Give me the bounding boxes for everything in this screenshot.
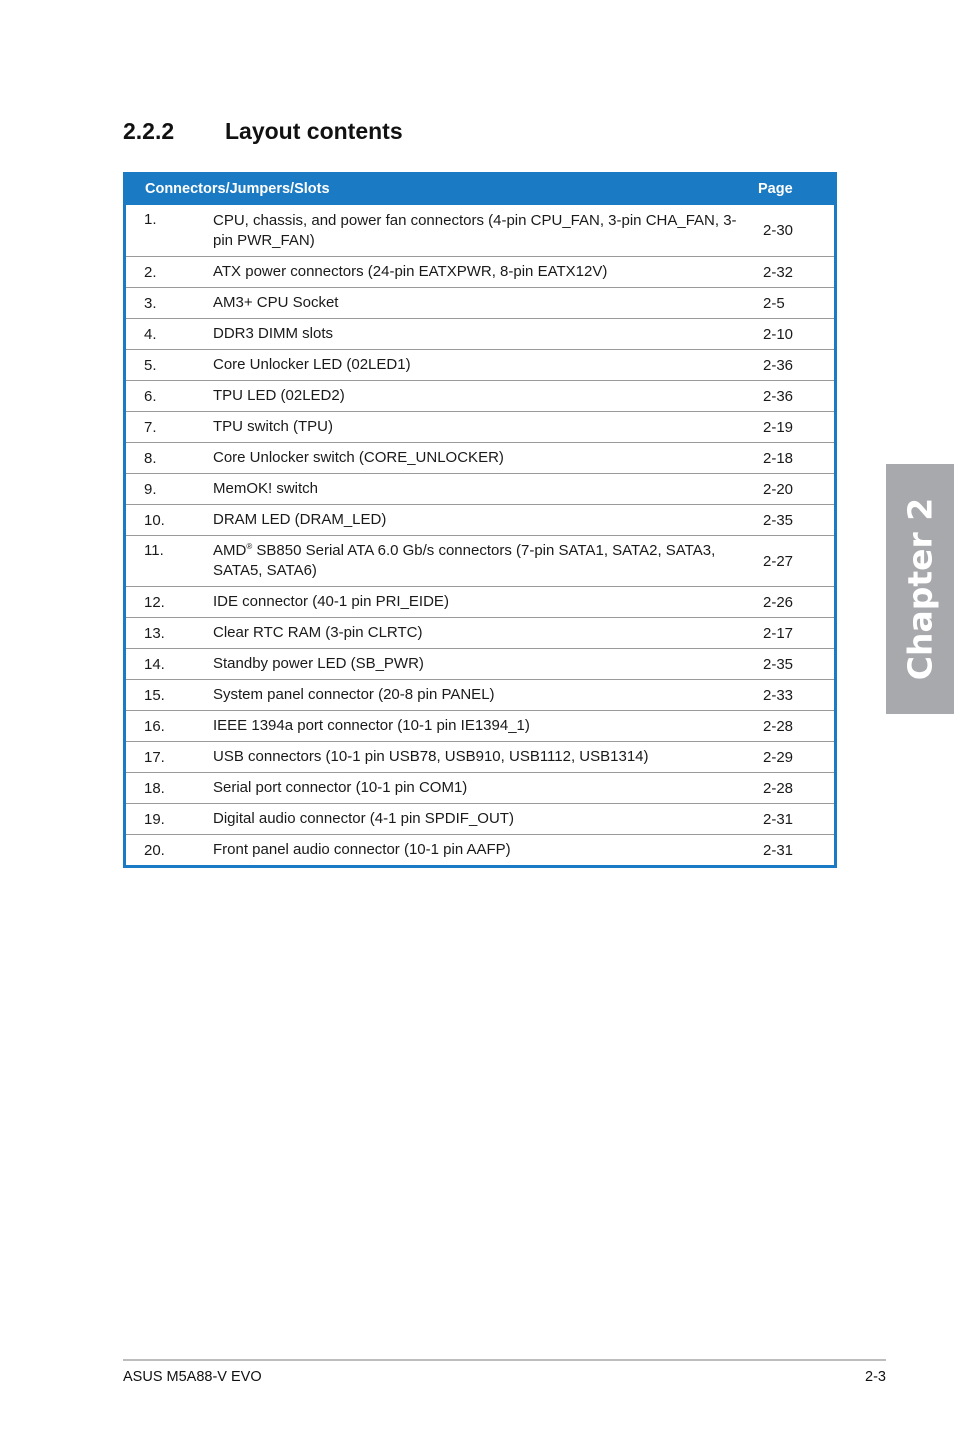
table-row [126, 679, 834, 710]
row-page: 2-27 [763, 552, 794, 570]
row-number: 4. [144, 325, 157, 343]
row-page: 2-28 [763, 717, 794, 735]
row-number: 3. [144, 294, 157, 312]
row-description: Front panel audio connector (10-1 pin AAFP) [213, 841, 511, 858]
row-page: 2-5 [763, 294, 785, 312]
table-row [126, 504, 834, 535]
row-number: 20. [144, 841, 165, 859]
row-description: DRAM LED (DRAM_LED) [213, 511, 387, 528]
row-description: Clear RTC RAM (3-pin CLRTC) [213, 624, 423, 641]
footer-page-number: 2-3 [865, 1369, 886, 1385]
row-page: 2-35 [763, 511, 794, 529]
row-page: 2-17 [763, 624, 794, 642]
row-description: Core Unlocker switch (CORE_UNLOCKER) [213, 449, 504, 466]
table-row [126, 380, 834, 411]
row-description: USB connectors (10-1 pin USB78, USB910, USB1112, USB1314) [213, 748, 649, 765]
row-description-prefix: AMD [213, 542, 247, 559]
table-row [126, 648, 834, 679]
table-header [126, 172, 834, 205]
row-description [213, 536, 741, 586]
table-row [126, 834, 834, 865]
row-description: AM3+ CPU Socket [213, 294, 339, 311]
row-page: 2-33 [763, 686, 794, 704]
header-connectors: Connectors/Jumpers/Slots [145, 180, 330, 197]
row-number: 16. [144, 717, 165, 735]
row-number: 6. [144, 387, 157, 405]
row-description: TPU LED (02LED2) [213, 387, 345, 404]
row-page: 2-10 [763, 325, 794, 343]
row-number: 14. [144, 655, 165, 673]
table-row [126, 442, 834, 473]
table-row [126, 586, 834, 617]
row-number: 18. [144, 779, 165, 797]
row-number: 2. [144, 263, 157, 281]
row-page: 2-36 [763, 387, 794, 405]
table-row [126, 772, 834, 803]
row-description: ATX power connectors (24-pin EATXPWR, 8-pin EATX12V) [213, 263, 608, 280]
row-description: Digital audio connector (4-1 pin SPDIF_OUT) [213, 810, 514, 827]
row-description: CPU, chassis, and power fan connectors (4-pin CPU_FAN, 3-pin CHA_FAN, 3-pin PWR_FAN) [213, 211, 737, 249]
footer-product: ASUS M5A88-V EVO [123, 1369, 262, 1385]
row-number: 12. [144, 593, 165, 611]
row-number: 17. [144, 748, 165, 766]
row-number: 11. [144, 542, 164, 559]
row-number: 10. [144, 511, 165, 529]
table-row [126, 803, 834, 834]
chapter-tab [886, 464, 954, 714]
table-row [126, 741, 834, 772]
row-number: 7. [144, 418, 157, 436]
table-body [126, 205, 834, 865]
row-page: 2-29 [763, 748, 794, 766]
row-description: DDR3 DIMM slots [213, 325, 334, 342]
row-number: 5. [144, 356, 157, 374]
section-title: Layout contents [225, 118, 403, 144]
layout-contents-table [123, 172, 837, 868]
row-page: 2-28 [763, 779, 794, 797]
table-row [126, 349, 834, 380]
row-description: IEEE 1394a port connector (10-1 pin IE1394_1) [213, 717, 530, 734]
row-page: 2-31 [763, 841, 794, 859]
row-description: Standby power LED (SB_PWR) [213, 655, 424, 672]
table-row [126, 617, 834, 648]
table-row [126, 710, 834, 741]
row-number: 19. [144, 810, 165, 828]
row-description-text: SB850 Serial ATA 6.0 Gb/s connectors (7-pin SATA1, SATA2, SATA3, SATA5, SATA6) [213, 542, 716, 579]
row-page: 2-35 [763, 655, 794, 673]
row-page: 2-26 [763, 593, 794, 611]
row-number: 13. [144, 624, 165, 642]
row-description: TPU switch (TPU) [213, 418, 333, 435]
section-heading [123, 118, 403, 145]
row-description: Serial port connector (10-1 pin COM1) [213, 779, 468, 796]
header-page: Page [758, 180, 793, 197]
row-number: 9. [144, 480, 157, 498]
footer-rule [123, 1359, 886, 1361]
registered-mark: ® [246, 542, 253, 551]
row-page: 2-20 [763, 480, 794, 498]
row-page: 2-18 [763, 449, 794, 467]
table-row [126, 473, 834, 504]
table-row [126, 411, 834, 442]
row-description: IDE connector (40-1 pin PRI_EIDE) [213, 593, 449, 610]
row-description: MemOK! switch [213, 480, 319, 497]
table-row [126, 287, 834, 318]
row-description: System panel connector (20-8 pin PANEL) [213, 686, 495, 703]
row-page: 2-19 [763, 418, 794, 436]
table-row [126, 205, 834, 256]
table-row [126, 318, 834, 349]
table-row [126, 256, 834, 287]
row-page: 2-31 [763, 810, 794, 828]
row-number: 1. [144, 211, 157, 228]
row-page: 2-30 [763, 222, 794, 239]
row-description: Core Unlocker LED (02LED1) [213, 356, 411, 373]
row-number: 8. [144, 449, 157, 467]
row-page: 2-36 [763, 356, 794, 374]
row-page: 2-32 [763, 263, 794, 281]
section-number: 2.2.2 [123, 118, 175, 144]
row-number: 15. [144, 686, 165, 704]
table-row [126, 535, 834, 586]
chapter-tab-label: Chapter 2 [900, 497, 940, 681]
